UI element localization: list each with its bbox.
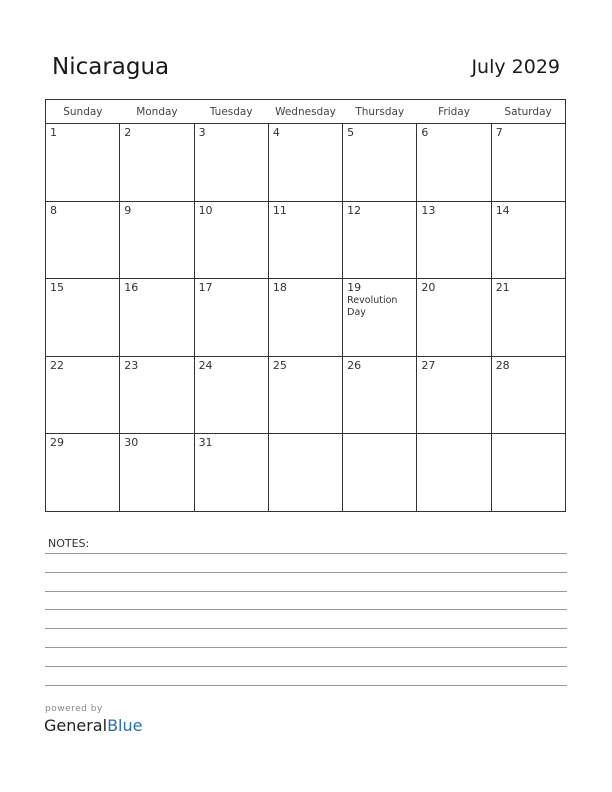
day-number: 4 xyxy=(272,126,280,139)
day-cell xyxy=(194,434,268,512)
powered-by-text: powered by xyxy=(45,704,103,714)
note-line xyxy=(45,666,567,667)
day-cell xyxy=(194,356,268,434)
note-line xyxy=(45,685,567,686)
day-cell xyxy=(268,124,342,202)
day-cell xyxy=(343,434,417,512)
day-cell xyxy=(194,124,268,202)
day-number: 30 xyxy=(124,436,139,450)
day-cell xyxy=(120,356,194,434)
weekday-header: Thursday xyxy=(343,100,417,124)
day-cell xyxy=(417,279,491,357)
note-line xyxy=(45,591,567,592)
brand-logo xyxy=(44,716,142,735)
holiday-label: Revolution Day xyxy=(347,295,398,319)
week-row xyxy=(46,434,566,512)
day-cell xyxy=(268,434,342,512)
weekday-header: Tuesday xyxy=(194,100,268,124)
day-number: 28 xyxy=(495,358,510,372)
day-number: 25 xyxy=(272,358,287,372)
day-number: 16 xyxy=(124,281,139,295)
brand-blue: Blue xyxy=(107,716,143,735)
day-cell xyxy=(46,201,120,279)
day-number: 21 xyxy=(495,281,510,295)
week-row xyxy=(46,124,566,202)
week-row xyxy=(46,279,566,357)
day-cell xyxy=(46,124,120,202)
day-cell xyxy=(343,279,417,357)
day-number: 9 xyxy=(124,203,132,217)
day-number: 23 xyxy=(124,358,139,372)
day-cell xyxy=(268,201,342,279)
day-cell xyxy=(417,124,491,202)
weekday-header: Wednesday xyxy=(268,100,342,124)
day-cell xyxy=(268,279,342,357)
day-cell xyxy=(46,434,120,512)
day-number: 18 xyxy=(272,281,287,295)
day-number: 20 xyxy=(421,281,436,295)
week-row xyxy=(46,201,566,279)
day-number: 7 xyxy=(495,126,503,139)
weekday-header: Sunday xyxy=(46,100,120,124)
brand-general: General xyxy=(44,716,108,735)
day-cell xyxy=(194,279,268,357)
calendar-grid xyxy=(45,99,566,512)
note-line xyxy=(45,553,567,554)
day-cell xyxy=(491,434,565,512)
day-cell xyxy=(268,356,342,434)
day-number: 8 xyxy=(50,203,57,217)
day-number: 22 xyxy=(50,358,64,372)
day-cell xyxy=(46,279,120,357)
day-number: 12 xyxy=(347,203,362,217)
day-number: 5 xyxy=(347,126,355,139)
notes-label: NOTES: xyxy=(48,537,90,550)
day-cell xyxy=(343,201,417,279)
day-number: 29 xyxy=(50,436,64,450)
day-cell xyxy=(46,356,120,434)
day-cell xyxy=(417,356,491,434)
weekday-header-row xyxy=(46,100,566,124)
day-cell xyxy=(120,434,194,512)
day-cell xyxy=(120,124,194,202)
day-cell xyxy=(417,434,491,512)
weekday-header: Friday xyxy=(417,100,491,124)
day-cell xyxy=(194,201,268,279)
day-number: 17 xyxy=(198,281,213,295)
day-number: 13 xyxy=(421,203,436,217)
day-number: 15 xyxy=(50,281,64,295)
note-line xyxy=(45,628,567,629)
weekday-header: Monday xyxy=(120,100,194,124)
day-number: 2 xyxy=(124,126,132,139)
day-cell xyxy=(120,201,194,279)
day-number: 26 xyxy=(347,358,362,372)
day-number: 24 xyxy=(198,358,213,372)
day-cell xyxy=(417,201,491,279)
day-number: 27 xyxy=(421,358,436,372)
note-line xyxy=(45,647,567,648)
week-row xyxy=(46,356,566,434)
day-cell xyxy=(491,356,565,434)
day-number: 19 xyxy=(347,281,362,295)
day-cell xyxy=(491,124,565,202)
day-number: 14 xyxy=(495,203,510,217)
day-number: 1 xyxy=(50,126,57,139)
day-number: 6 xyxy=(421,126,429,139)
day-cell xyxy=(120,279,194,357)
day-cell xyxy=(343,356,417,434)
day-cell xyxy=(491,279,565,357)
day-cell xyxy=(343,124,417,202)
day-number: 3 xyxy=(198,126,206,139)
day-number: 31 xyxy=(198,436,213,450)
month-title: July 2029 xyxy=(471,56,560,78)
note-line xyxy=(45,609,567,610)
day-number: 10 xyxy=(198,203,213,217)
weekday-header: Saturday xyxy=(491,100,565,124)
country-title: Nicaragua xyxy=(52,54,170,80)
day-number: 11 xyxy=(272,203,287,217)
day-cell xyxy=(491,201,565,279)
note-line xyxy=(45,572,567,573)
